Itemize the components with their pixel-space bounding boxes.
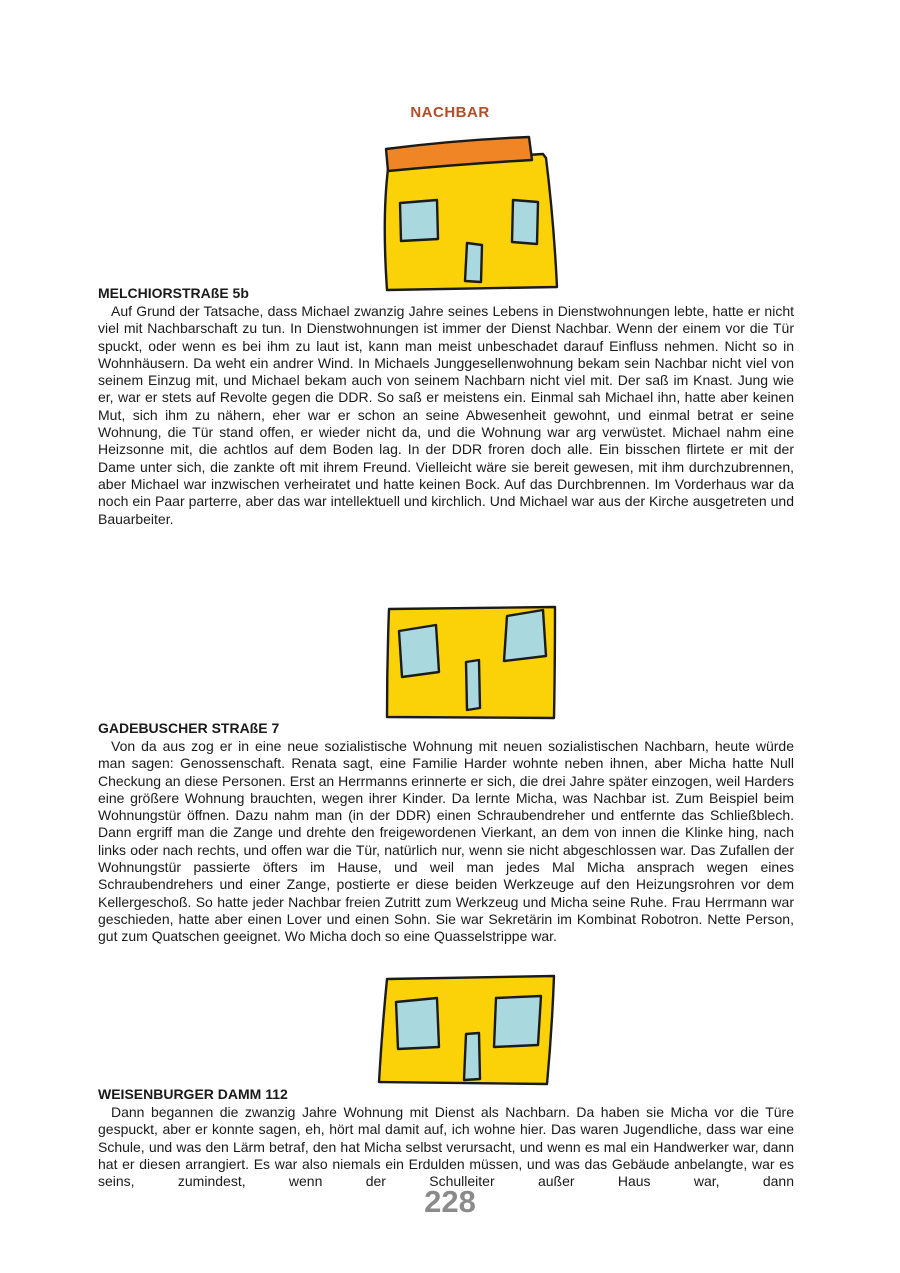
- section-body-gadebuscher: Von da aus zog er in eine neue sozialistische Wohnung mit neuen sozialistischen Nachbarn, heute würde man sagen: Genossenschaft. Renata sagt, eine Familie Harder wohnte neben ihnen, aber Micha hatte Null Checkung an diese Personen. Erst an Herrmanns erinnerte er sich, die drei Jahre später einzogen, weil Harders eine größere Wohnung brauchten, wegen ihrer Kinder. Da lernte Micha, was Nachbar ist. Zum Beispiel beim Wohnungstür öffnen. Dazu nahm man (in der DDR) einen Schraubendreher und entfernte das Schließblech. Dann ergriff man die Zange und drehte den freigewordenen Vierkant, an dem von innen die Klinke hing, nach links oder nach rechts, und offen war die Tür, natürlich nur, wenn sie nicht abgeschlossen war. Das Zufallen der Wohnungstür passierte öfters im Hause, und weil man jedes Mal Micha ansprach wegen eines Schraubendrehers und einer Zange, postierte er diese beiden Werkzeuge auf den Heizungsrohren vor dem Kellergeschoß. So hatte jeder Nachbar freien Zutritt zum Werkzeug und Micha seine Ruhe. Frau Herrmann war geschieden, hatte aber einen Lover und einen Sohn. Sie war Sekretärin im Kombinat Robotron. Nette Person, gut zum Quatschen geeignet. Wo Micha doch so eine Quasselstrippe war.: [98, 738, 794, 945]
- section-weisenburger: [98, 1086, 794, 1190]
- page-number: 228: [424, 1184, 476, 1219]
- window-left: [400, 200, 438, 241]
- window-right: [504, 610, 546, 661]
- section-heading-gadebuscher: GADEBUSCHER STRAßE 7: [98, 720, 280, 736]
- section-heading-melchiorstrasse: MELCHIORSTRAßE 5b: [98, 285, 249, 301]
- house-illustration-melchiorstrasse: [375, 134, 565, 294]
- section-gadebuscher: [98, 720, 794, 946]
- window-right: [494, 996, 541, 1047]
- house-illustration-gadebuscher: [383, 604, 559, 722]
- section-melchiorstrasse: [98, 285, 794, 528]
- page-title: NACHBAR: [410, 104, 490, 121]
- section-heading-weisenburger: WEISENBURGER DAMM 112: [98, 1086, 288, 1102]
- window-left: [399, 625, 439, 677]
- section-body-weisenburger: Dann begannen die zwanzig Jahre Wohnung mit Dienst als Nachbarn. Da haben sie Micha vor die Türe gespuckt, aber er konnte sagen, eh, hört mal damit auf, ich wohne hier. Das waren Jugendliche, dass war eine Schule, und was den Lärm betraf, den hat Micha selbst verursacht, und wenn es mal ein Handwerker war, dann hat er diesen arrangiert. Es war also niemals ein Erdulden müssen, und was das Gebäude anbelangte, war es seins, zumindest, wenn der Schulleiter außer Haus war, dann: [98, 1104, 794, 1190]
- window-left: [396, 998, 439, 1049]
- house-illustration-weisenburger: [376, 972, 560, 1088]
- section-body-melchiorstrasse: Auf Grund der Tatsache, dass Michael zwanzig Jahre seines Lebens in Dienstwohnungen lebte, hatte er nicht viel mit Nachbarschaft zu tun. In Dienstwohnungen ist immer der Dienst Nachbar. Wenn der einem vor die Tür spuckt, oder wenn es bei ihm zu laut ist, kann man meist unbeschadet darauf Einfluss nehmen. Nicht so in Wohnhäusern. Da weht ein andrer Wind. In Michaels Junggesellenwohnung bekam sein Nachbar nicht viel von seinem Einzug mit, und Michael bekam auch von seinem Nachbarn nicht viel mit. Der saß im Knast. Jung wie er, war er stets auf Revolte gegen die DDR. So saß er meistens ein. Einmal sah Michael ihn, hatte aber keinen Mut, sich ihm zu nähern, eher war er schon an seine Abwesenheit gewohnt, und einmal betrat er seine Wohnung, die Tür stand offen, er wieder nicht da, und die Wohnung war arg verwüstet. Michael nahm eine Heizsonne mit, die achtlos auf dem Boden lag. In der DDR froren doch alle. Ein bisschen flirtete er mit der Dame unter sich, die zankte oft mit ihrem Freund. Vielleicht wäre sie bereit gewesen, mit ihm durchzubrennen, aber Michael war inzwischen verheiratet und hatte keinen Bock. Auf das Durchbrennen. Im Vorderhaus war da noch ein Paar parterre, aber das war intellektuell und kirchlich. Und Michael war aus der Kirche ausgetreten und Bauarbeiter.: [98, 303, 794, 527]
- window-right: [512, 200, 538, 244]
- window-middle: [464, 1033, 480, 1080]
- window-middle: [465, 243, 482, 282]
- window-middle: [466, 660, 480, 710]
